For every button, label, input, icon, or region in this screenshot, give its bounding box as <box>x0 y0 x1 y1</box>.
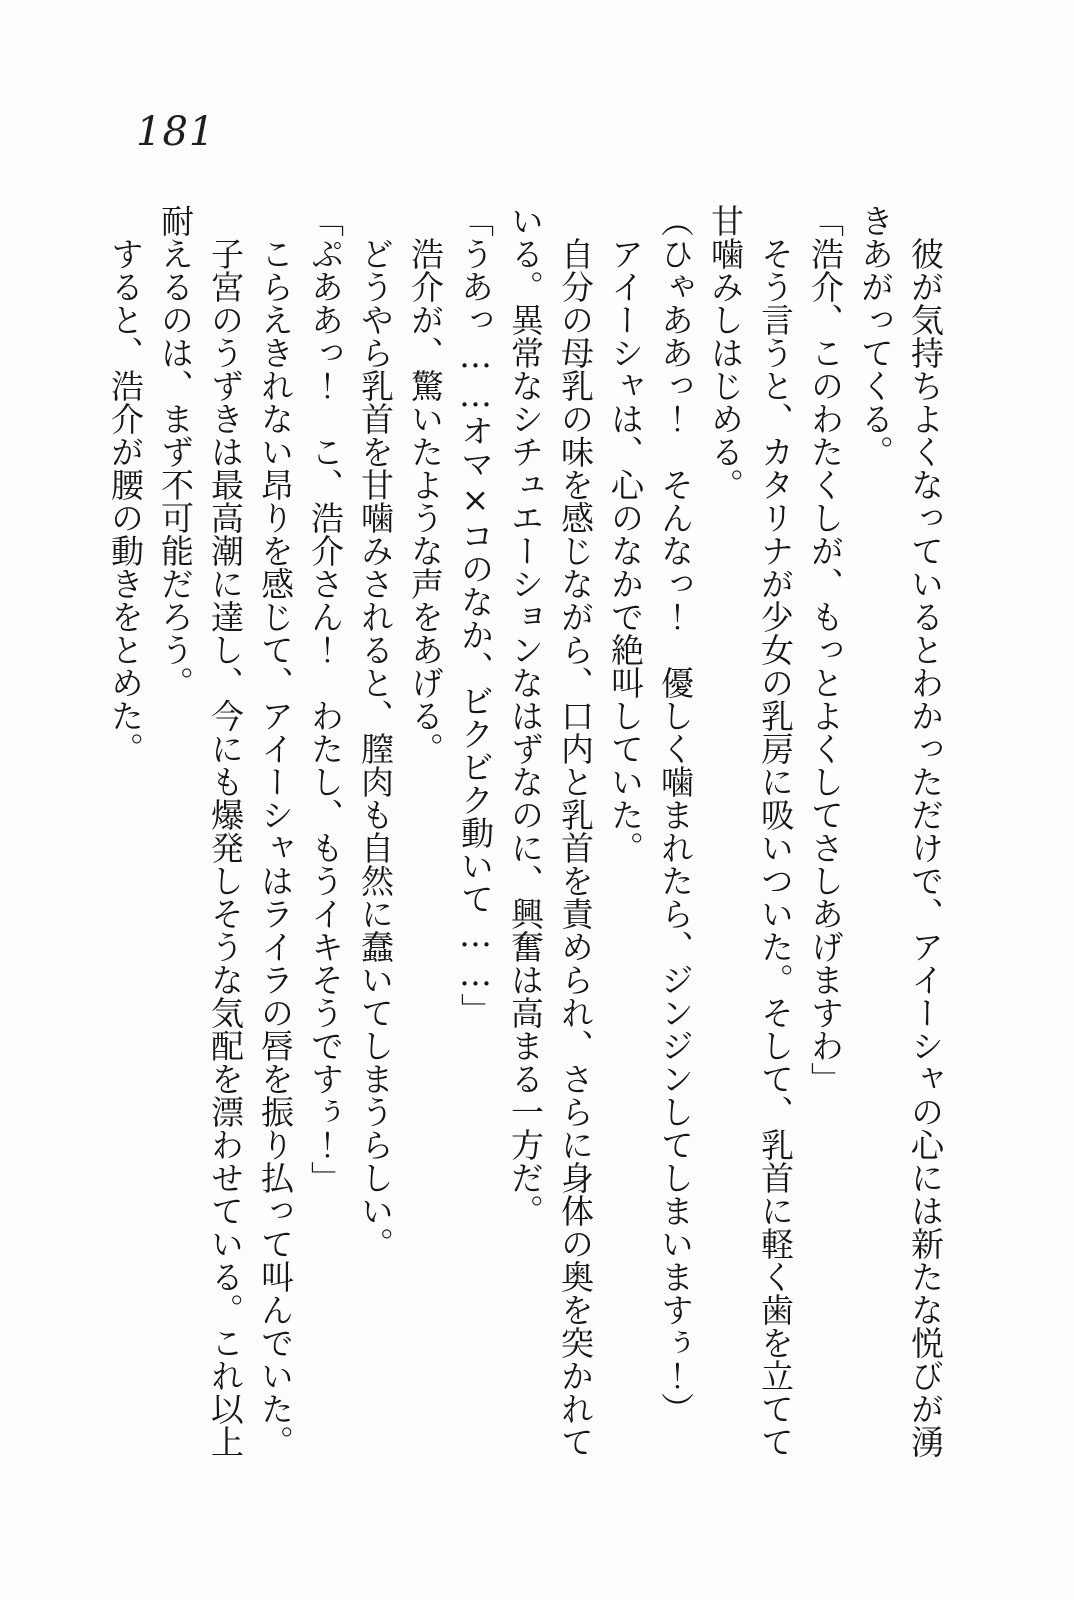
paragraph-6: 自分の母乳の味を感じながら、口内と乳首を責められ、さらに身体の奥を突かれている。異常なシチュエーションなはずなのに、興奮は高まる一方だ。 <box>506 204 595 1458</box>
paragraph-1: 彼が気持ちよくなっているとわかっただけで、アイーシャの心には新たな悦びが湧きあがってくる。 <box>856 204 945 1458</box>
paragraph-3: そう言うと、カタリナが少女の乳房に吸いついた。そして、乳首に軽く歯を立てて甘噛みしはじめる。 <box>706 204 795 1458</box>
page-number: 181 <box>136 109 216 155</box>
paragraph-12: 子宮のうずきは最高潮に達し、今にも爆発しそうな気配を漂わせている。これ以上耐えるのは、まず不可能だろう。 <box>156 204 245 1458</box>
paragraph-2: 「浩介、このわたくしが、もっとよくしてさしあげますわ」 <box>806 204 845 1095</box>
paragraph-11: こらえきれない昂りを感じて、アイーシャはライラの唇を振り払って叫んでいた。 <box>256 237 295 1458</box>
paragraph-8: 浩介が、驚いたような声をあげる。 <box>406 237 445 765</box>
paragraph-7: 「うあっ……オマ×コのなか、ビクビク動いて……」 <box>456 204 495 1026</box>
paragraph-5: アイーシャは、心のなかで絶叫していた。 <box>606 237 645 864</box>
paragraph-13: すると、浩介が腰の動きをとめた。 <box>106 237 145 765</box>
paragraph-9: どうやら乳首を甘噛みされると、膣肉も自然に蠢いてしまうらしい。 <box>356 237 395 1260</box>
body-text <box>100 204 950 1466</box>
paragraph-4: （ひゃああっ！ そんなっ！ 優しく噛まれたら、ジンジンしてしまいますぅ！） <box>656 204 695 1425</box>
paragraph-10: 「ぷああっ！ こ、浩介さん！ わたし、もうイキそうですぅ！」 <box>306 204 345 1194</box>
